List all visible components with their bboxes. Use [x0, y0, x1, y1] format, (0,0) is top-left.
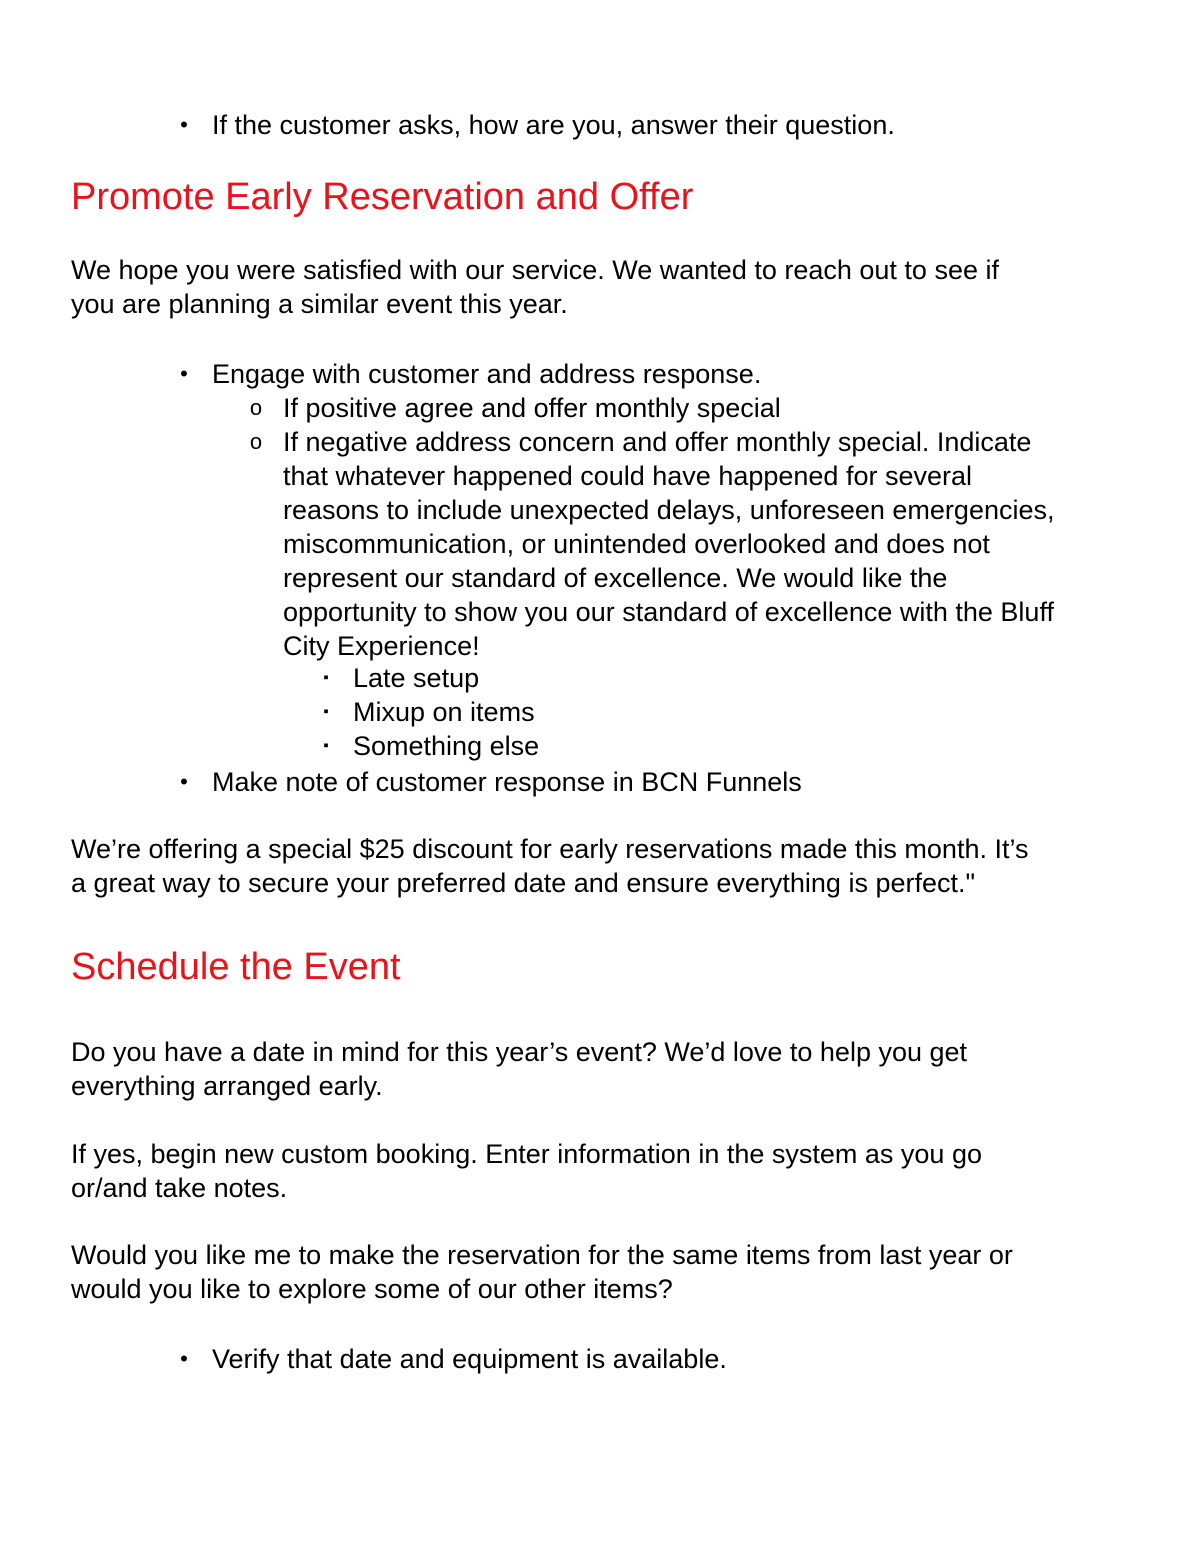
sub-bullet-line: that whatever happened could have happened for several — [283, 461, 973, 491]
paragraph-line: or/and take notes. — [71, 1173, 288, 1203]
sub-bullet-line: reasons to include unexpected delays, unforeseen emergencies, — [283, 495, 1055, 525]
bullet-circle: o — [249, 429, 263, 454]
sub-bullet-line: City Experience! — [283, 631, 480, 661]
bullet-text: Verify that date and equipment is available. — [212, 1344, 727, 1374]
bullet-disc: • — [180, 361, 188, 386]
sub-sub-bullet-text: Something else — [353, 731, 540, 761]
paragraph-line: would you like to explore some of our other items? — [71, 1274, 673, 1304]
bullet-disc: • — [180, 1346, 188, 1371]
paragraph-line: We’re offering a special $25 discount for early reservations made this month. It’s — [71, 834, 1029, 864]
sub-sub-list-item — [314, 729, 914, 763]
sub-bullet-line: miscommunication, or unintended overlooked and does not — [283, 529, 990, 559]
sub-sub-bullet-text: Late setup — [353, 663, 480, 693]
bullet-square: ▪ — [323, 737, 329, 754]
paragraph-line: Do you have a date in mind for this year’s event? We’d love to help you get — [71, 1037, 968, 1067]
sub-list-item — [244, 425, 1154, 663]
paragraph-line: We hope you were satisfied with our service. We wanted to reach out to see if — [71, 255, 999, 285]
sub-bullet-line: opportunity to show you our standard of excellence with the Bluff — [283, 597, 1054, 627]
paragraph-line: a great way to secure your preferred date and ensure everything is perfect." — [71, 868, 976, 898]
bullet-disc: • — [180, 112, 188, 137]
sub-sub-list-item — [314, 695, 914, 729]
section-heading-schedule: Schedule the Event — [71, 946, 401, 988]
list-item — [172, 108, 1072, 142]
intro-bullet-text: If the customer asks, how are you, answer their question. — [212, 110, 895, 140]
bullet-square: ▪ — [323, 669, 329, 686]
list-item — [172, 765, 1072, 799]
paragraph-line: you are planning a similar event this year. — [71, 289, 568, 319]
sub-list-item — [244, 391, 1144, 425]
list-item — [172, 357, 1122, 391]
sub-bullet-line: If negative address concern and offer monthly special. Indicate — [283, 427, 1032, 457]
paragraph-line: If yes, begin new custom booking. Enter information in the system as you go — [71, 1139, 982, 1169]
sub-bullet-line: represent our standard of excellence. We would like the — [283, 563, 948, 593]
section-heading-promote: Promote Early Reservation and Offer — [71, 176, 694, 218]
paragraph-line: everything arranged early. — [71, 1071, 383, 1101]
list-item — [172, 1342, 1072, 1376]
bullet-disc: • — [180, 769, 188, 794]
sub-sub-list-item — [314, 661, 914, 695]
bullet-square: ▪ — [323, 703, 329, 720]
sub-sub-bullet-text: Mixup on items — [353, 697, 535, 727]
bullet-text: Engage with customer and address response. — [212, 359, 762, 389]
bullet-circle: o — [249, 395, 263, 420]
paragraph-line: Would you like me to make the reservation for the same items from last year or — [71, 1240, 1013, 1270]
bullet-text: Make note of customer response in BCN Funnels — [212, 767, 802, 797]
sub-bullet-text: If positive agree and offer monthly special — [283, 393, 781, 423]
